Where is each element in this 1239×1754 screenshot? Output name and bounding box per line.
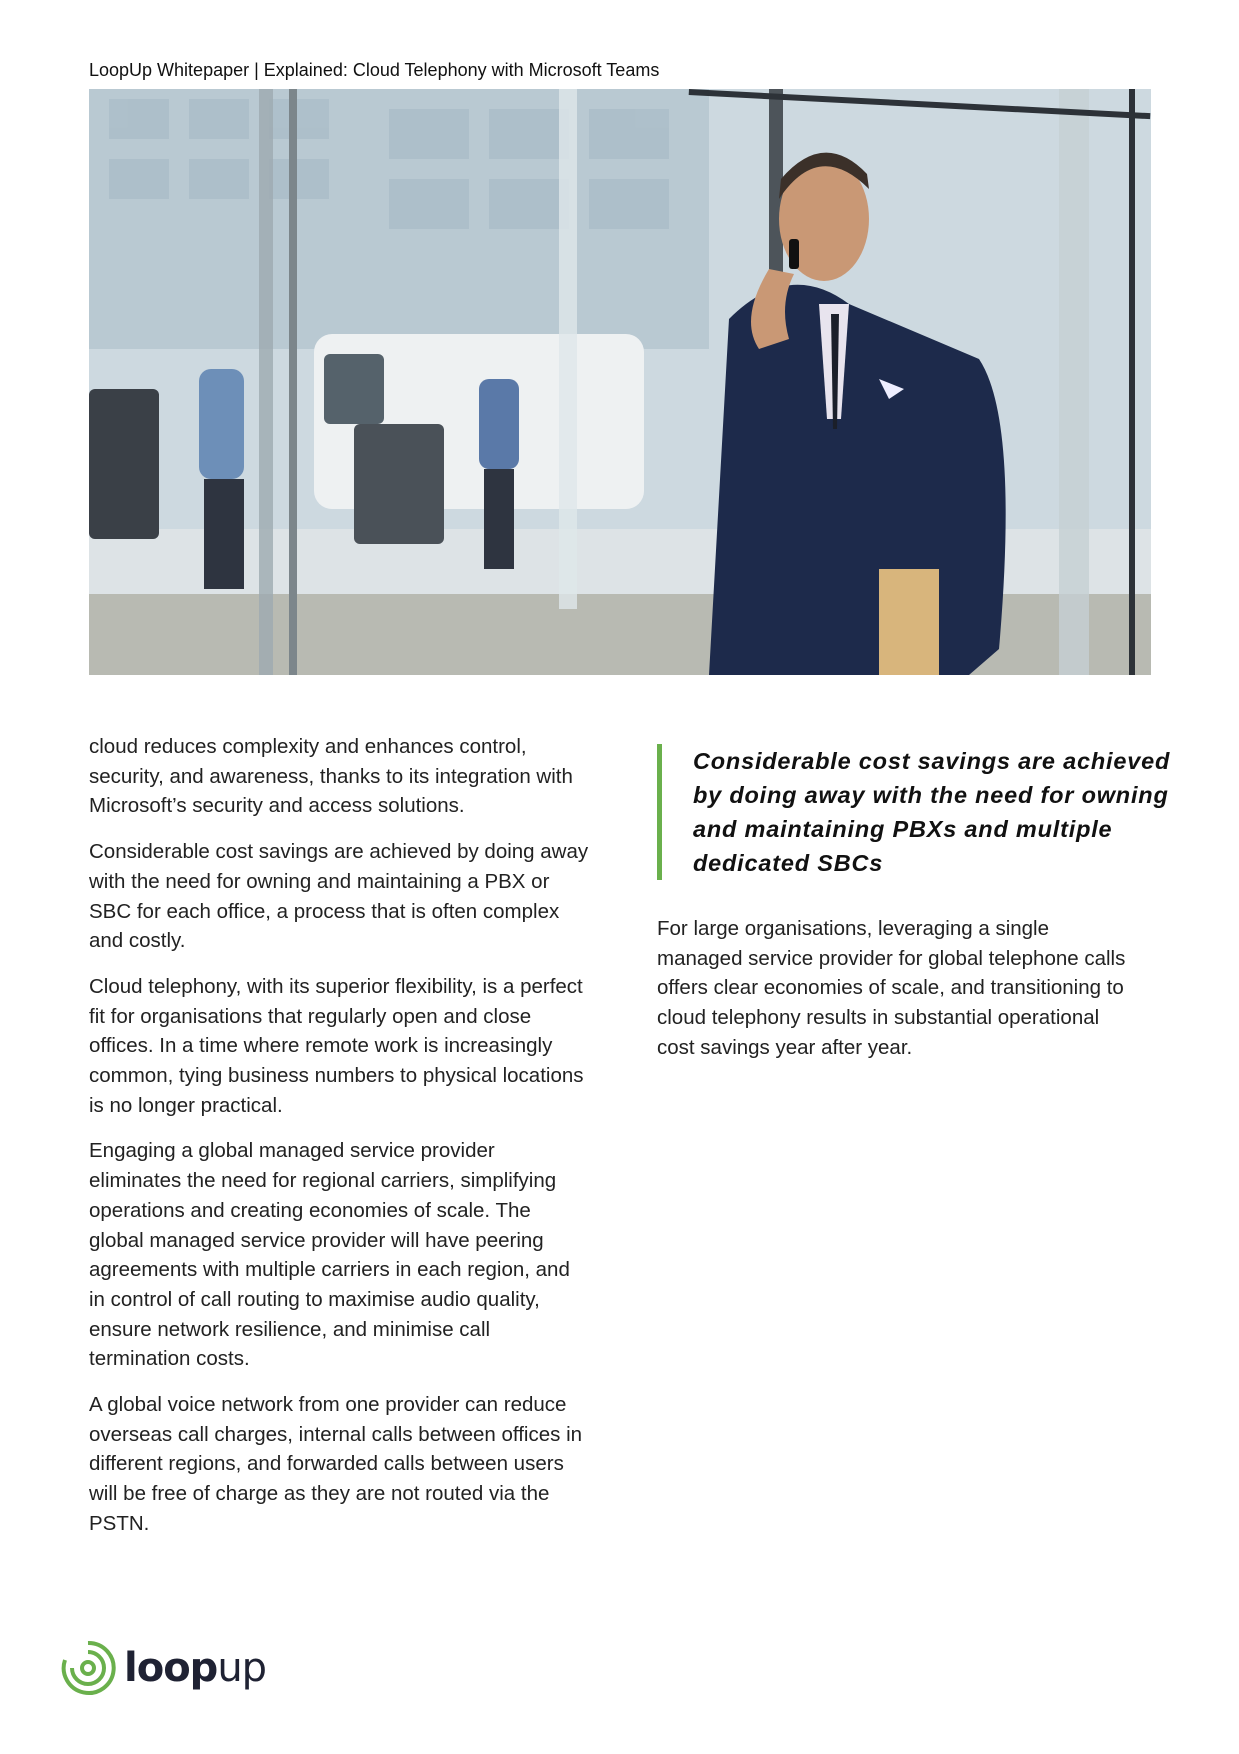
running-header: LoopUp Whitepaper | Explained: Cloud Telephony with Microsoft Teams	[89, 60, 660, 80]
logo-wordmark: loopup	[124, 1645, 267, 1691]
businessman-on-phone-photo	[89, 89, 1151, 675]
body-paragraph: Cloud telephony, with its superior flexibility, is a perfect fit for organisations that regularly open and close offices. In a time where remote work is increasingly common, tying business numbers to physical locations is no longer practical.	[89, 974, 584, 1117]
loopup-rings-icon	[60, 1640, 116, 1696]
body-paragraph: A global voice network from one provider can reduce overseas call charges, internal calls between offices in different regions, and forwarded calls between users will be free of charge as they are not routed via the PSTN.	[89, 1393, 583, 1535]
body-paragraph: For large organisations, leveraging a single managed service provider for global telephone calls offers clear economies of scale, and transitioning to cloud telephony results in substantial operational cost savings year after year.	[657, 917, 1126, 1059]
hero-photo	[89, 89, 1151, 675]
body-paragraph: Engaging a global managed service provider eliminates the need for regional carriers, simplifying operations and creating economies of scale. The global managed service provider will have peering agreements with multiple carriers in each region, and in control of call routing to maximise audio quality, ensure network resilience, and minimise call termination costs.	[89, 1139, 570, 1371]
pull-quote: Considerable cost savings are achieved by doing away with the need for owning and maintaining PBXs and multiple dedicated SBCs	[657, 744, 1183, 880]
body-paragraph: Considerable cost savings are achieved by doing away with the need for owning and maintaining a PBX or SBC for each office, a process that is often complex and costly.	[89, 840, 589, 953]
body-paragraph: cloud reduces complexity and enhances control, security, and awareness, thanks to its integration with Microsoft’s security and access solutions.	[89, 735, 573, 818]
right-column	[657, 914, 1137, 1079]
loopup-logo	[60, 1640, 266, 1696]
left-column	[89, 732, 589, 1555]
